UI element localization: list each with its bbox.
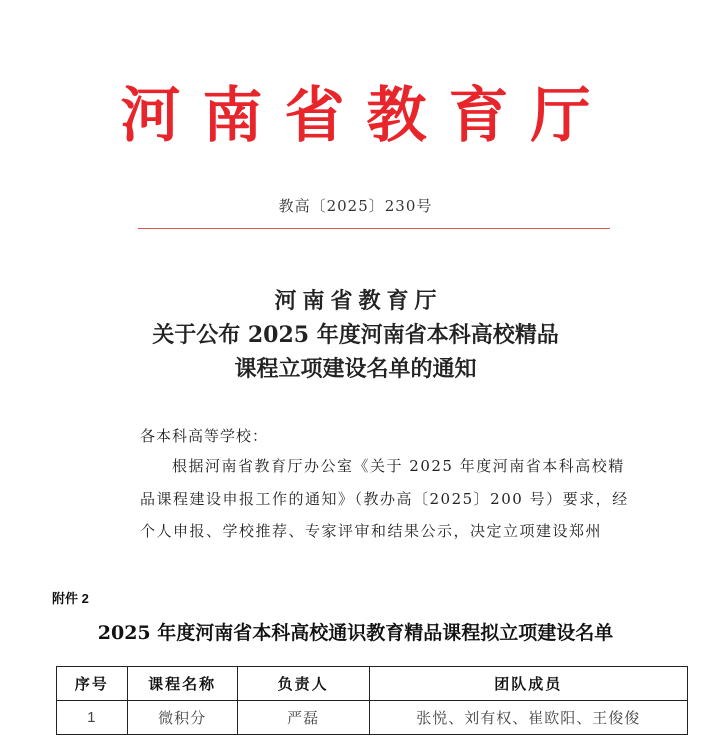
notice-title-line: 课程立项建设名单的通知: [234, 356, 477, 382]
body-text-line: 根据河南省教育厅办公室《关于 2025 年度河南省本科高校精: [172, 457, 625, 475]
issuer-masthead: 河南省教育厅: [120, 81, 613, 151]
column-header-lead: 负责人: [237, 667, 369, 701]
body-text-line: 品课程建设申报工作的通知》（教办高〔2025〕200 号）要求，经: [140, 490, 629, 508]
red-divider-line: [138, 228, 610, 229]
row-index: 1: [57, 701, 128, 735]
table-header-row: [57, 667, 688, 701]
course-list-table: [56, 666, 688, 735]
document-number: 教高〔2025〕230号: [278, 197, 433, 215]
body-text-line: 个人申报、学校推荐、专家评审和结果公示，决定立项建设郑州: [140, 522, 603, 540]
salutation: 各本科高等学校：: [140, 427, 269, 445]
table-row: [57, 701, 688, 735]
course-lead: 严磊: [237, 701, 369, 735]
attachment-title: 2025 年度河南省本科高校通识教育精品课程拟立项建设名单: [97, 622, 614, 644]
notice-title-line: 关于公布 2025 年度河南省本科高校精品: [152, 322, 559, 348]
column-header-index: 序号: [57, 667, 128, 701]
course-name: 微积分: [127, 701, 237, 735]
attachment-label: 附件 2: [52, 591, 89, 606]
team-members: 张悦、刘有权、崔欧阳、王俊俊: [369, 701, 687, 735]
notice-title-issuer: 河南省教育厅: [274, 288, 443, 314]
column-header-team: 团队成员: [369, 667, 687, 701]
column-header-course: 课程名称: [127, 667, 237, 701]
